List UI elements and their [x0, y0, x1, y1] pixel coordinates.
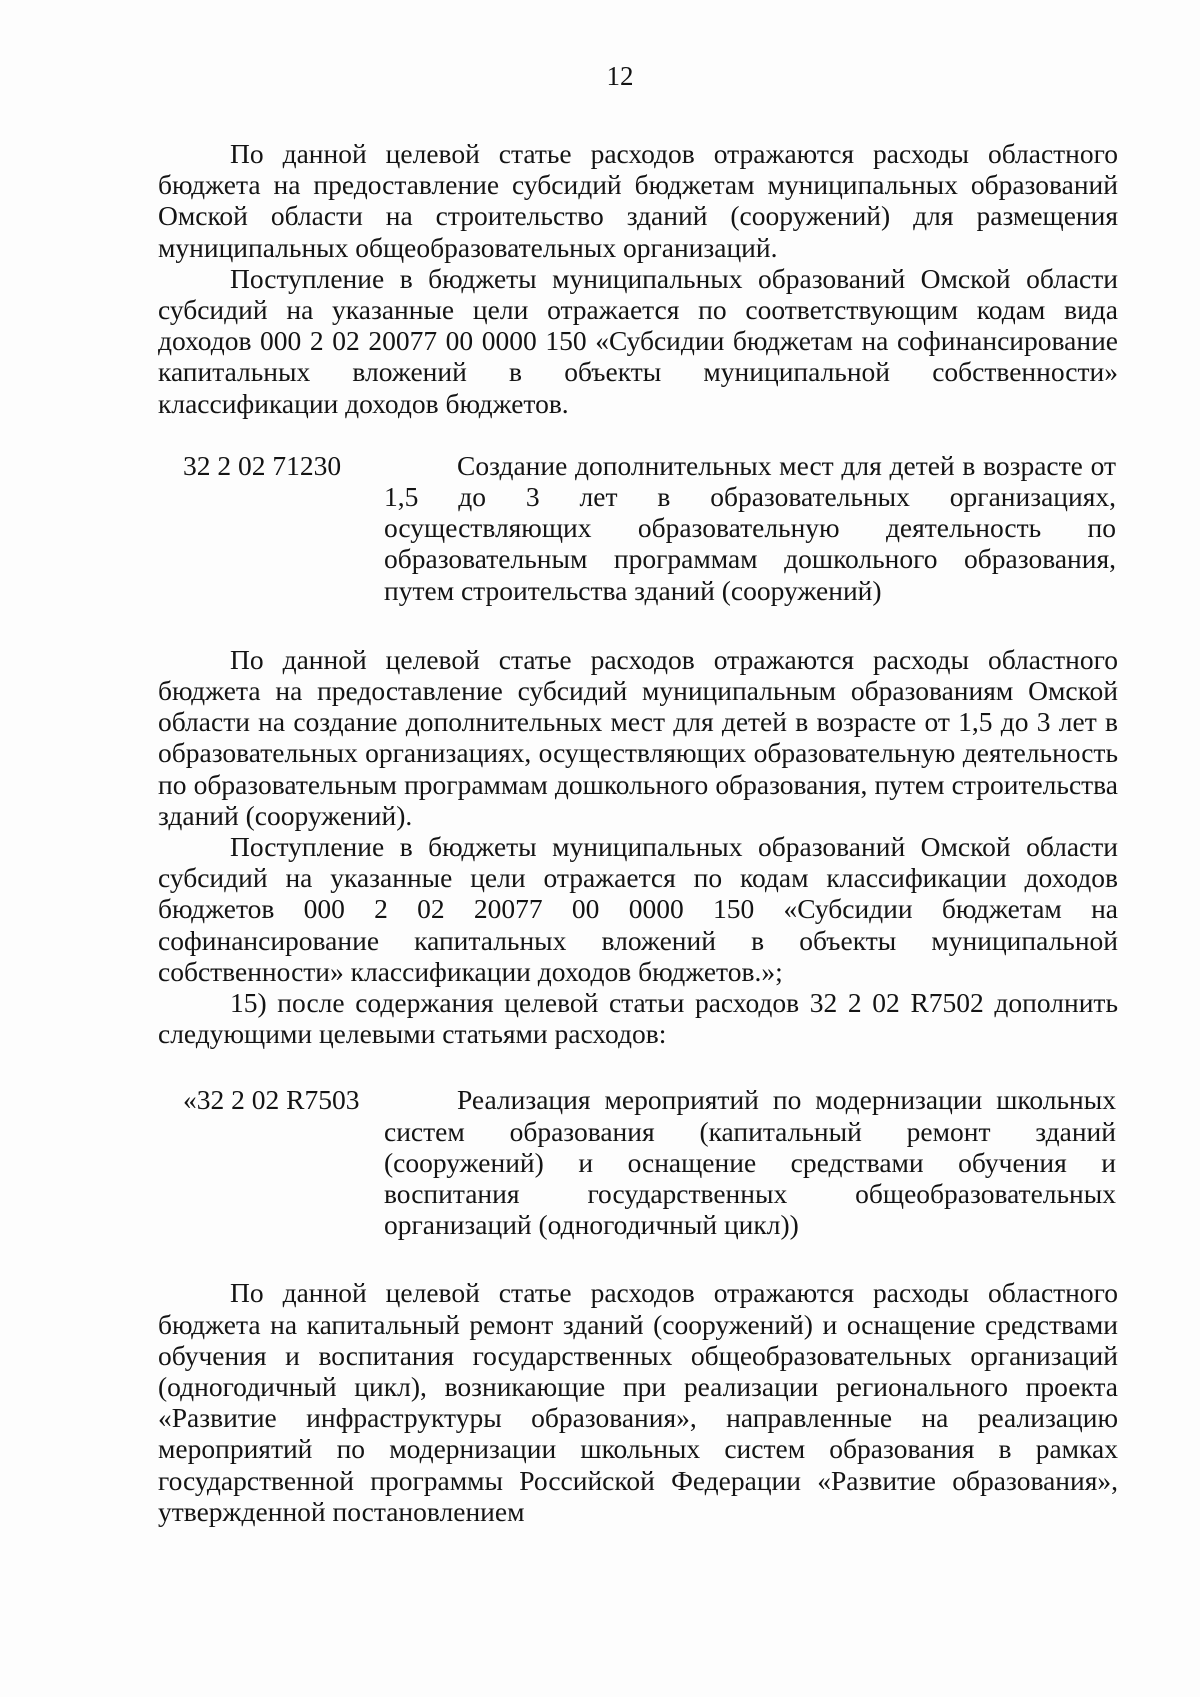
- paragraph-revenue-receipt-2: Поступление в бюджеты муниципальных образований Омской области субсидий на указанные цели отражается по кодам классификации доходов бюджетов 000 2 02 20077 00 0000 150 «Субсидии бюджетам на софинансирование капитальных вложений в объекты муниципальной собственности» классификации доходов бюджетов.»;: [158, 831, 1118, 987]
- paragraph-expenses-municipal-schools: По данной целевой статье расходов отражаются расходы областного бюджета на предоставление субсидий бюджетам муниципальных образований Омской области на строительство зданий (сооружений) для размещения муниципальных общеобразовательных организаций.: [158, 138, 1118, 263]
- spacer: [158, 1049, 1118, 1084]
- target-article-code: «32 2 02 R7503: [183, 1084, 360, 1116]
- paragraph-revenue-receipt-1: Поступление в бюджеты муниципальных образований Омской области субсидий на указанные цели отражается по соответствующим кодам вида доходов 000 2 02 20077 00 0000 150 «Субсидии бюджетам на софинансирование капитальных вложений в объекты муниципальной собственности» классификации доходов бюджетов.: [158, 262, 1118, 419]
- target-article-description: Реализация мероприятий по модернизации школьных систем образования (капитальный ремонт зданий (сооружений) и оснащение средствами обучения и воспитания государственных общеобразовательных организаций (одногодичный цикл)): [384, 1084, 1116, 1241]
- page-number: 12: [606, 61, 634, 91]
- document-body: [158, 138, 1118, 1527]
- target-article-code: 32 2 02 71230: [183, 449, 342, 481]
- spacer: [158, 419, 1118, 450]
- target-article-description: Создание дополнительных мест для детей в возрасте от 1,5 до 3 лет в образовательных организациях, осуществляющих образовательную деятельность по образовательным программам дошкольного образования, путем строительства зданий (сооружений): [384, 449, 1116, 606]
- list-item-15: 15) после содержания целевой статьи расходов 32 2 02 R7502 дополнить следующими целевыми статьями расходов:: [158, 987, 1118, 1050]
- paragraph-expenses-preschool-places: По данной целевой статье расходов отражаются расходы областного бюджета на предоставление субсидий муниципальным образованиям Омской области на создание дополнительных мест для детей в возрасте от 1,5 до 3 лет в образовательных организациях, осуществляющих образовательную деятельность по образовательным программам дошкольного образования, путем строительства зданий (сооружений).: [158, 643, 1118, 831]
- paragraph-expenses-school-modernization: По данной целевой статье расходов отражаются расходы областного бюджета на капитальный ремонт зданий (сооружений) и оснащение средствами обучения и воспитания государственных общеобразовательных организаций (одногодичный цикл), возникающие при реализации регионального проекта «Развитие инфраструктуры образования», направленные на реализацию мероприятий по модернизации школьных систем образования в рамках государственной программы Российской Федерации «Развитие образования», утвержденной постановлением: [158, 1277, 1118, 1527]
